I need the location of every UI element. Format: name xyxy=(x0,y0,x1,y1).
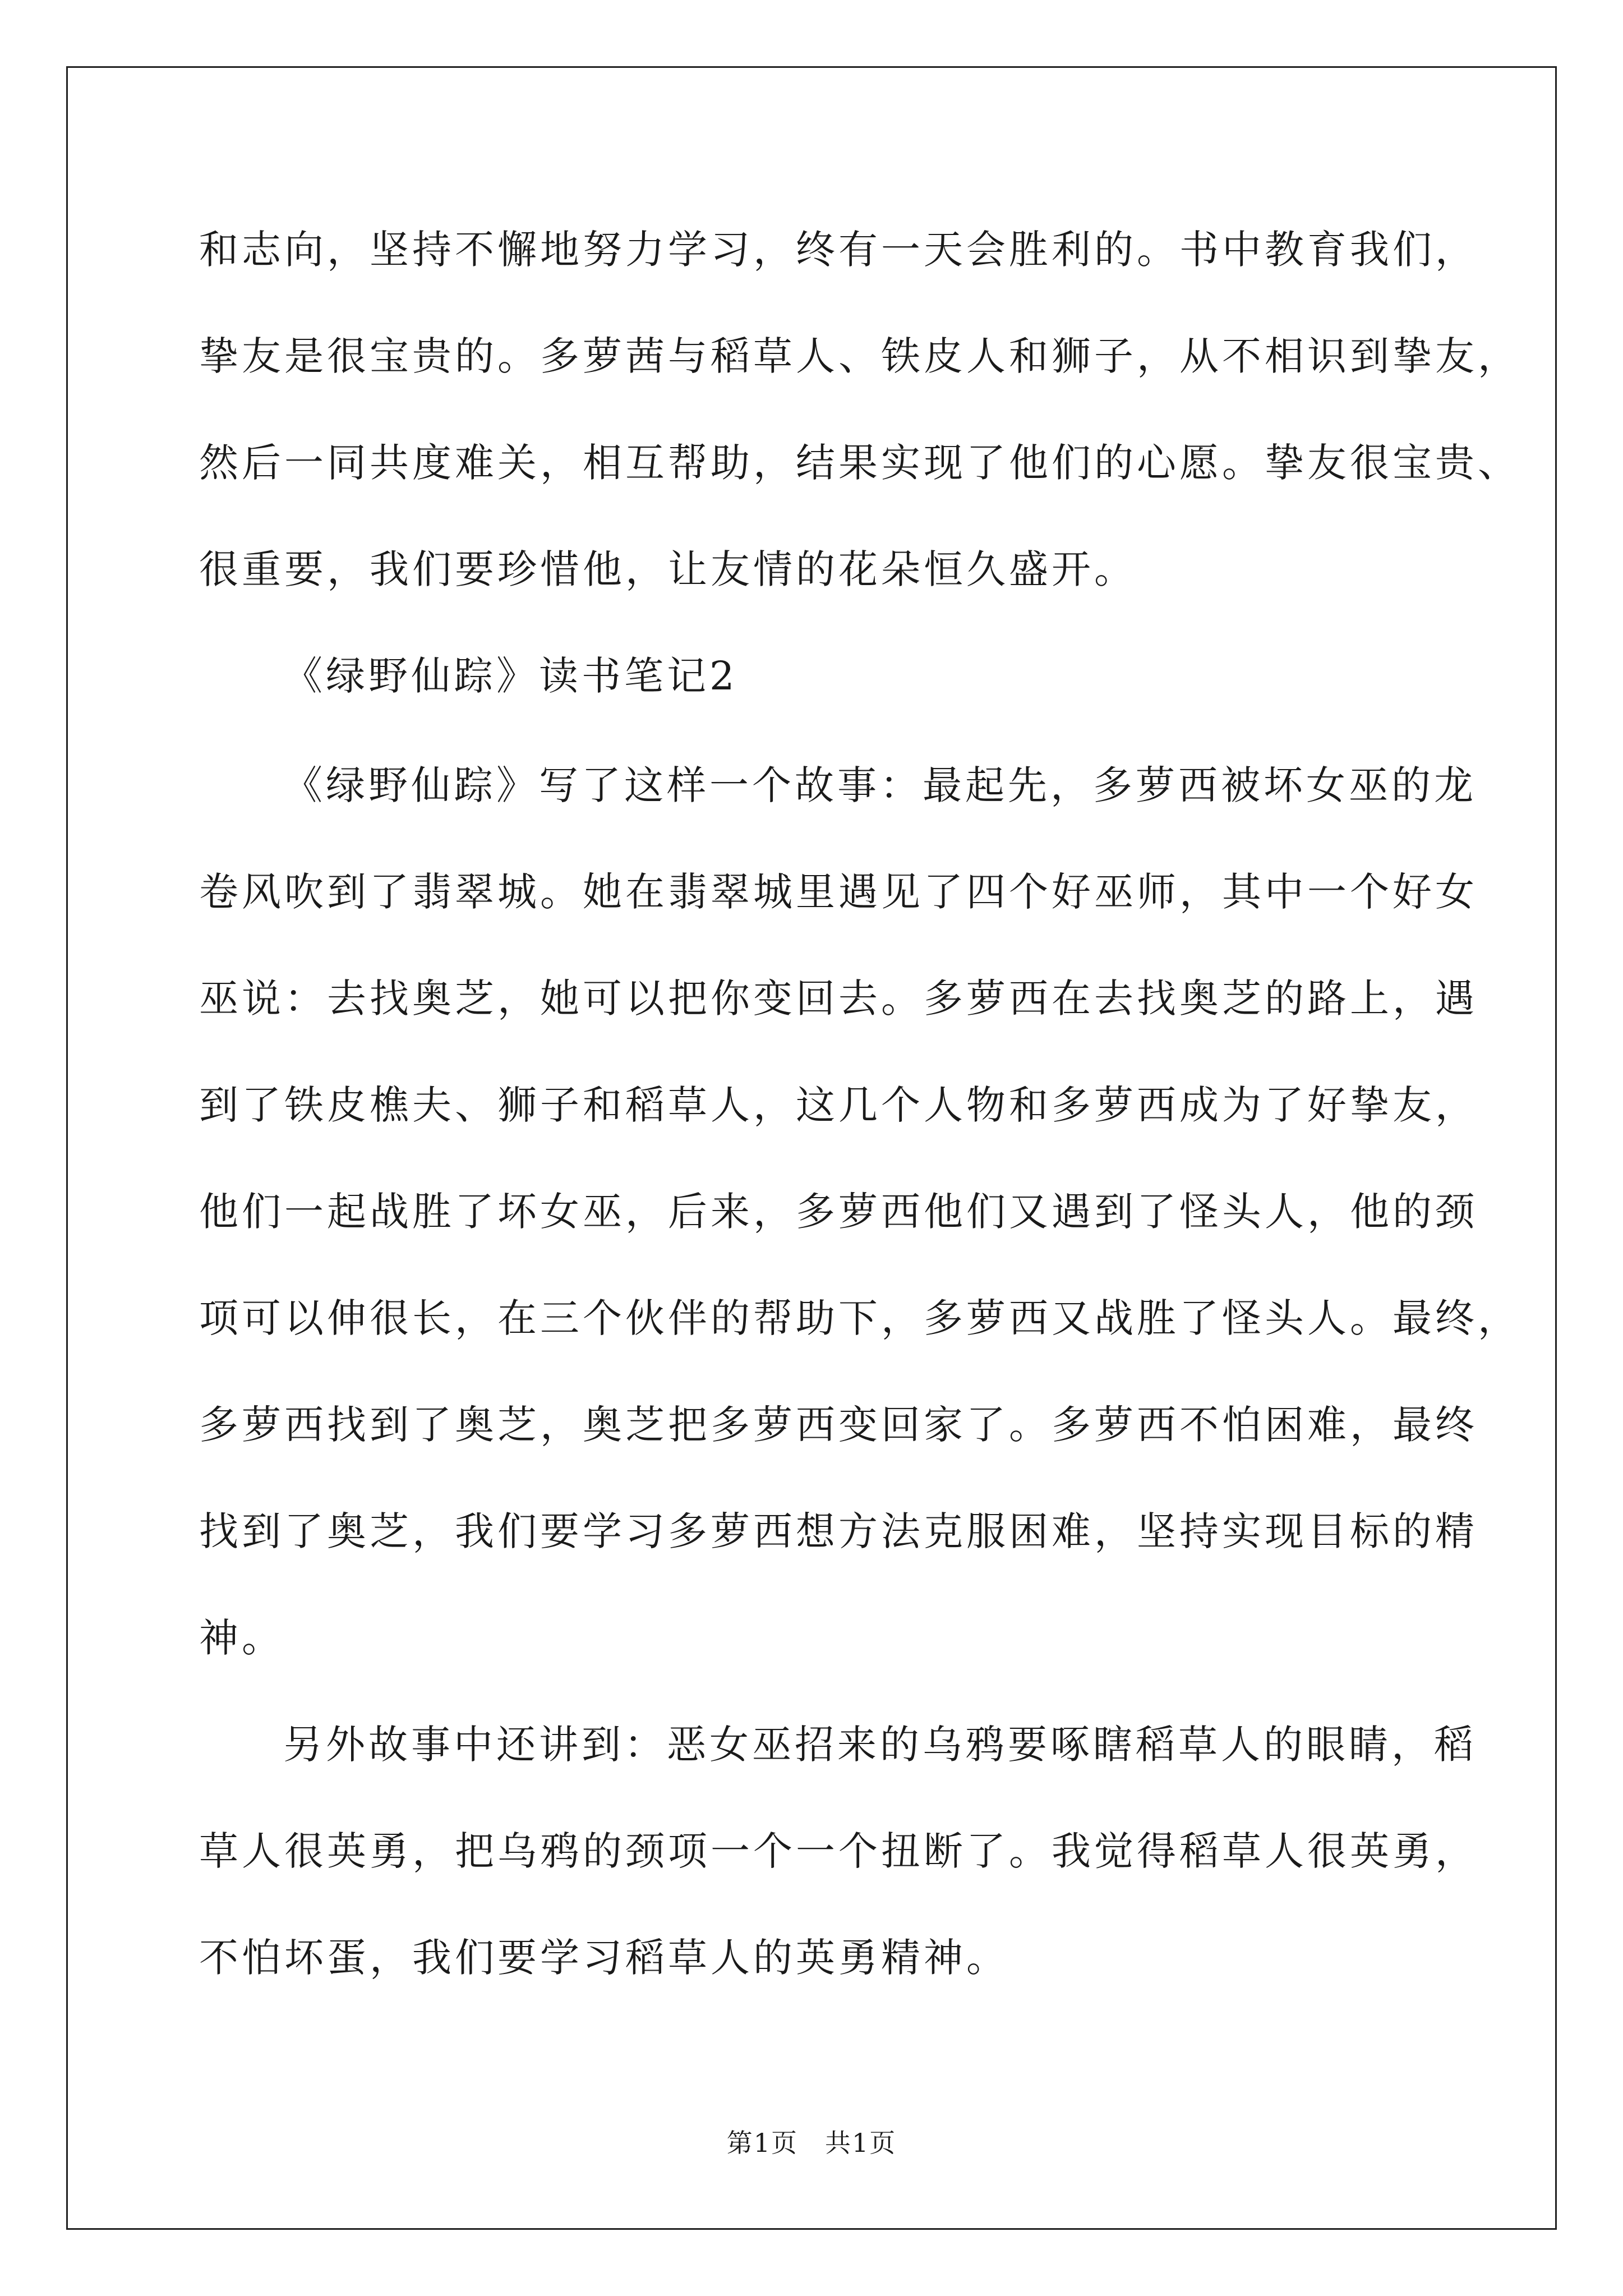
body-text-line: 草人很英勇，把乌鸦的颈项一个一个扭断了。我觉得稻草人很英勇， xyxy=(199,1828,1478,1874)
body-text-line: 巫说：去找奥芝，她可以把你变回去。多萝西在去找奥芝的路上，遇 xyxy=(199,976,1478,1022)
body-text-line: 不怕坏蛋，我们要学习稻草人的英勇精神。 xyxy=(199,1935,1009,1981)
body-text-line: 多萝西找到了奥芝，奥芝把多萝西变回家了。多萝西不怕困难，最终 xyxy=(199,1402,1478,1448)
body-text-line: 和志向，坚持不懈地努力学习，终有一天会胜利的。书中教育我们， xyxy=(199,227,1478,273)
page-number-footer: 第1页 共1页 xyxy=(726,2128,897,2158)
body-text-line: 挚友是很宝贵的。多萝茜与稻草人、铁皮人和狮子，从不相识到挚友， xyxy=(199,333,1520,379)
body-text-line: 然后一同共度难关，相互帮助，结果实现了他们的心愿。挚友很宝贵、 xyxy=(199,440,1520,486)
body-text-line: 《绿野仙踪》写了这样一个故事：最起先，多萝西被坏女巫的龙 xyxy=(283,762,1477,808)
body-text-line: 他们一起战胜了坏女巫，后来，多萝西他们又遇到了怪头人，他的颈 xyxy=(199,1189,1478,1235)
body-text-line: 到了铁皮樵夫、狮子和稻草人，这几个人物和多萝西成为了好挚友， xyxy=(199,1082,1478,1128)
section-heading: 《绿野仙踪》读书笔记2 xyxy=(283,653,738,699)
body-text-line: 另外故事中还讲到：恶女巫招来的乌鸦要啄瞎稻草人的眼睛，稻 xyxy=(283,1722,1477,1768)
page-border xyxy=(66,66,1557,2230)
body-text-line: 项可以伸很长，在三个伙伴的帮助下，多萝西又战胜了怪头人。最终， xyxy=(199,1295,1520,1341)
body-text-line: 神。 xyxy=(199,1615,284,1661)
body-text-line: 很重要，我们要珍惜他，让友情的花朵恒久盛开。 xyxy=(199,546,1137,592)
body-text-line: 卷风吹到了翡翠城。她在翡翠城里遇见了四个好巫师，其中一个好女 xyxy=(199,869,1478,915)
body-text-line: 找到了奥芝，我们要学习多萝西想方法克服困难，坚持实现目标的精 xyxy=(199,1508,1478,1554)
